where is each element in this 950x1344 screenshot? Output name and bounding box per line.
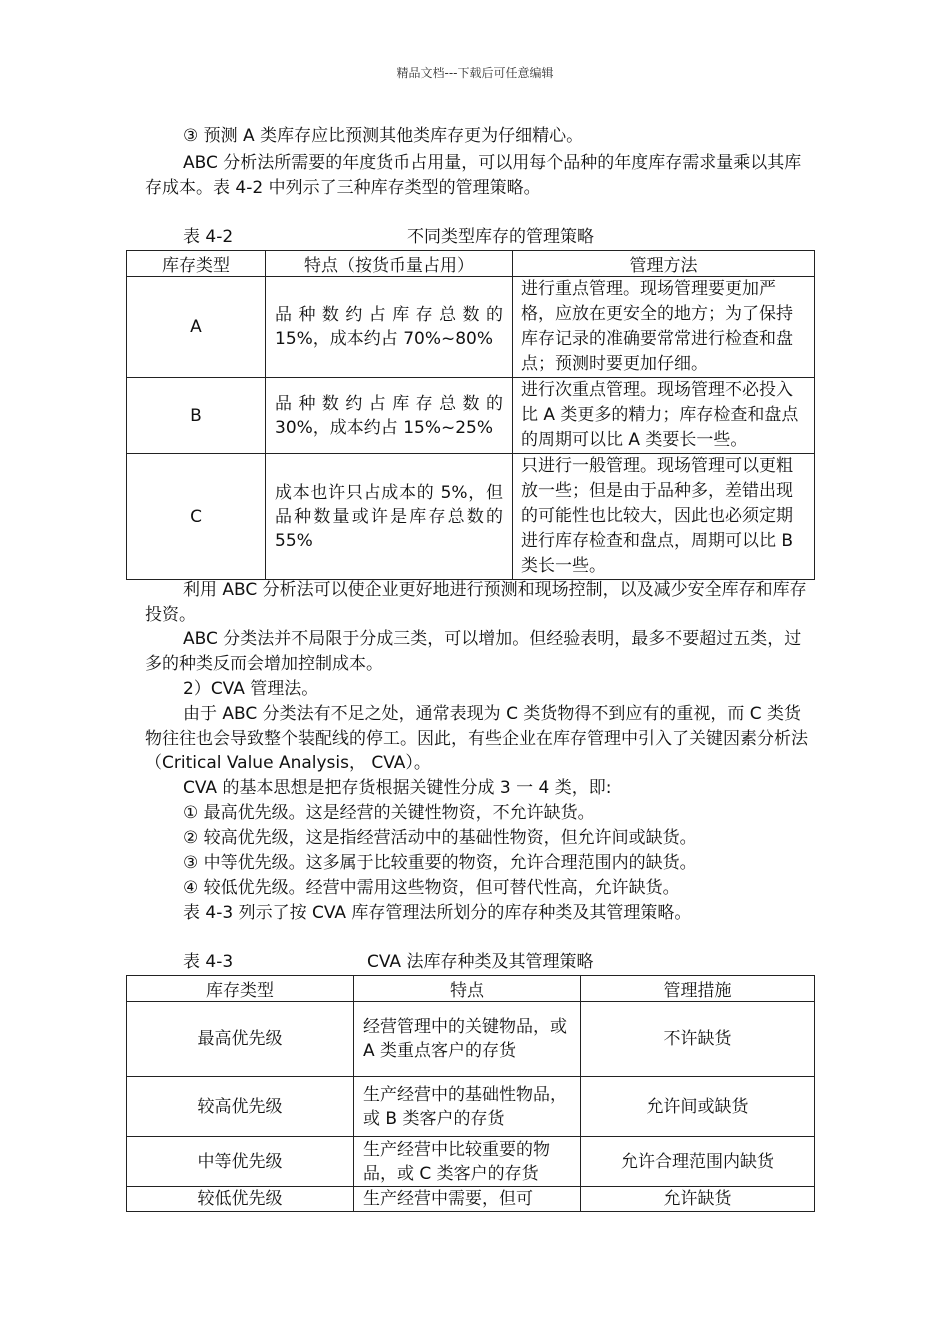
header-cell: 库存类型 bbox=[127, 251, 266, 277]
header-cell: 特点 bbox=[354, 976, 581, 1002]
page-header: 精品文档---下载后可任意编辑 bbox=[396, 66, 554, 80]
method-cell: 进行次重点管理。现场管理不必投入比 A 类更多的精力；库存检查和盘点的周期可以比 A 类要长一些。 bbox=[513, 378, 815, 454]
feature-cell: 生产经营中需要，但可 bbox=[354, 1187, 581, 1212]
measure-cell: 允许合理范围内缺货 bbox=[581, 1137, 815, 1187]
type-cell: 最高优先级 bbox=[127, 1002, 354, 1077]
body-paragraph-6: 由于 ABC 分类法有不足之处，通常表现为 C 类货物得不到应有的重视，而 C 类货物往往也会导致整个装配线的停工。因此，有些企业在库存管理中引入了关键因素分析法（Critical Value Analysis， CVA）。 bbox=[145, 704, 808, 773]
measure-cell: 允许缺货 bbox=[581, 1187, 815, 1212]
table-4-3 bbox=[126, 975, 815, 1212]
feature-cell: 生产经营中比较重要的物品，或 C 类客户的存货 bbox=[354, 1137, 581, 1187]
measure-cell: 不许缺货 bbox=[581, 1002, 815, 1077]
type-cell: 中等优先级 bbox=[127, 1137, 354, 1187]
feature-cell: 品种数约占库存总数的 30%，成本约占 15%~25% bbox=[266, 378, 513, 454]
table-4-2 bbox=[126, 250, 815, 580]
header-cell: 特点（按货币量占用） bbox=[266, 251, 513, 277]
table-row bbox=[127, 277, 815, 378]
method-cell: 进行重点管理。现场管理要更加严格，应放在更安全的地方；为了保持库存记录的准确要常常进行检查和盘点；预测时要更加仔细。 bbox=[513, 277, 815, 378]
table-4-2-label: 表 4-2 bbox=[183, 227, 234, 247]
table-row bbox=[127, 1187, 815, 1212]
header-cell: 管理措施 bbox=[581, 976, 815, 1002]
table-4-2-title: 不同类型库存的管理策略 bbox=[407, 227, 594, 247]
table-row bbox=[127, 1137, 815, 1187]
type-cell: 较高优先级 bbox=[127, 1077, 354, 1137]
intro-paragraph-2: ABC 分析法所需要的年度货币占用量，可以用每个品种的年度库存需求量乘以其库存成本。表 4-2 中列示了三种库存类型的管理策略。 bbox=[145, 153, 802, 198]
body-paragraph-4: ABC 分类法并不局限于分成三类，可以增加。但经验表明，最多不要超过五类，过多的种类反而会增加控制成本。 bbox=[145, 629, 802, 674]
table-4-3-title: CVA 法库存种类及其管理策略 bbox=[367, 952, 594, 972]
table-row bbox=[127, 378, 815, 454]
table-header-row bbox=[127, 976, 815, 1002]
table-row bbox=[127, 1077, 815, 1137]
table-row bbox=[127, 1002, 815, 1077]
feature-cell: 生产经营中的基础性物品，或 B 类客户的存货 bbox=[354, 1077, 581, 1137]
list-item-4: ④ 较低优先级。经营中需用这些物资，但可替代性高，允许缺货。 bbox=[183, 878, 680, 898]
measure-cell: 允许间或缺货 bbox=[581, 1077, 815, 1137]
intro-paragraph-1: ③ 预测 A 类库存应比预测其他类库存更为仔细精心。 bbox=[183, 126, 584, 146]
type-cell: C bbox=[127, 454, 266, 580]
body-paragraph-7: CVA 的基本思想是把存货根据关键性分成 3 一 4 类，即: bbox=[183, 778, 612, 798]
feature-cell: 成本也许只占成本的 5%，但品种数量或许是库存总数的 55% bbox=[266, 454, 513, 580]
feature-cell: 经营管理中的关键物品，或 A 类重点客户的存货 bbox=[354, 1002, 581, 1077]
table-header-row bbox=[127, 251, 815, 277]
header-cell: 管理方法 bbox=[513, 251, 815, 277]
feature-cell: 品种数约占库存总数的 15%，成本约占 70%~80% bbox=[266, 277, 513, 378]
type-cell: A bbox=[127, 277, 266, 378]
list-item-1: ① 最高优先级。这是经营的关键性物资，不允许缺货。 bbox=[183, 803, 595, 823]
method-cell: 只进行一般管理。现场管理可以更粗放一些；但是由于品种多，差错出现的可能性也比较大，因此也必须定期进行库存检查和盘点，周期可以比 B 类长一些。 bbox=[513, 454, 815, 580]
body-paragraph-8: 表 4-3 列示了按 CVA 库存管理法所划分的库存种类及其管理策略。 bbox=[183, 903, 692, 923]
type-cell: 较低优先级 bbox=[127, 1187, 354, 1212]
section-heading-cva: 2）CVA 管理法。 bbox=[183, 679, 319, 699]
list-item-2: ② 较高优先级，这是指经营活动中的基础性物资，但允许间或缺货。 bbox=[183, 828, 697, 848]
table-4-3-label: 表 4-3 bbox=[183, 952, 234, 972]
table-row bbox=[127, 454, 815, 580]
type-cell: B bbox=[127, 378, 266, 454]
list-item-3: ③ 中等优先级。这多属于比较重要的物资，允许合理范围内的缺货。 bbox=[183, 853, 697, 873]
header-cell: 库存类型 bbox=[127, 976, 354, 1002]
body-paragraph-3: 利用 ABC 分析法可以使企业更好地进行预测和现场控制，以及减少安全库存和库存投资。 bbox=[145, 580, 807, 625]
